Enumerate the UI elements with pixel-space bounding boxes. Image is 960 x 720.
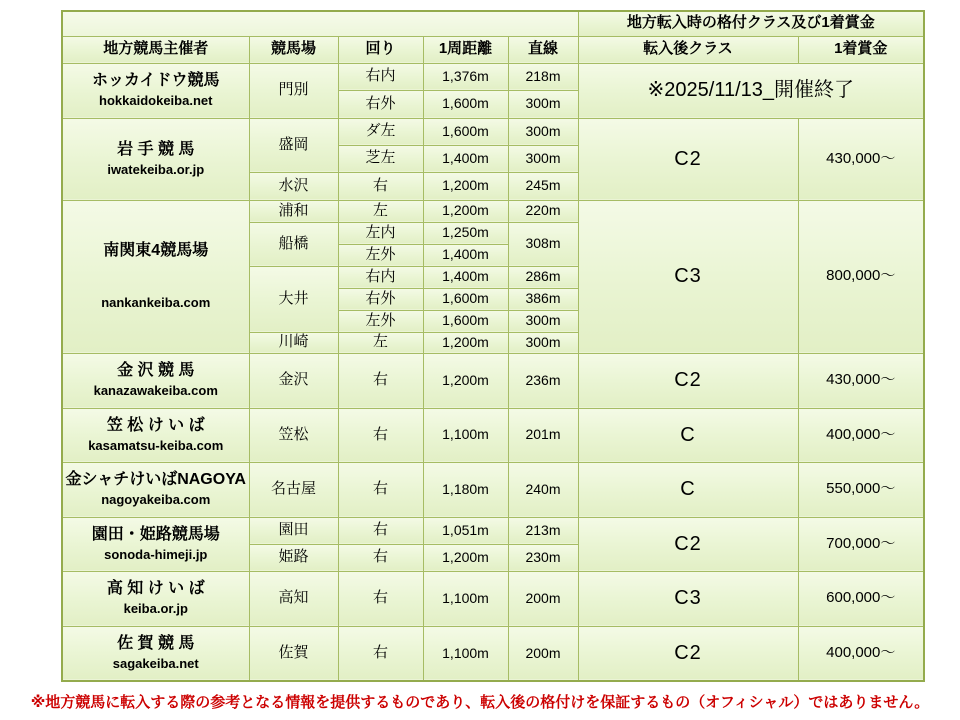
turn-cell: 右内 [338, 63, 423, 90]
column-header-row [62, 36, 924, 63]
lap-distance-cell: 1,600m [423, 288, 508, 310]
straight-cell: 220m [508, 200, 578, 222]
organizer-name: 笠 松 け い ば [106, 416, 205, 434]
column-header: 地方競馬主催者 [62, 36, 249, 63]
turn-cell: 右 [338, 517, 423, 544]
lap-distance-cell: 1,376m [423, 63, 508, 90]
track-cell: 大井 [249, 266, 338, 332]
lap-distance-cell: 1,200m [423, 353, 508, 408]
organizer-url: keiba.or.jp [123, 601, 188, 617]
turn-cell: 左 [338, 332, 423, 353]
organizer-cell [62, 353, 249, 408]
first-prize-cell: 400,000〜 [798, 408, 924, 462]
table-row [62, 63, 924, 90]
column-header: 回り [338, 36, 423, 63]
organizer-name: 園田・姫路競馬場 [91, 525, 220, 543]
organizer-url: kasamatsu-keiba.com [88, 437, 224, 453]
lap-distance-cell: 1,100m [423, 408, 508, 462]
lap-distance-cell: 1,180m [423, 462, 508, 517]
turn-cell: 右 [338, 571, 423, 626]
first-prize-cell: 550,000〜 [798, 462, 924, 517]
turn-cell: 右外 [338, 288, 423, 310]
organizer-cell [62, 200, 249, 353]
straight-cell: 201m [508, 408, 578, 462]
table-body [62, 63, 924, 681]
track-cell: 水沢 [249, 172, 338, 200]
table-header [62, 11, 924, 63]
transfer-class-cell: C2 [578, 353, 798, 408]
transfer-class-cell: C2 [578, 626, 798, 681]
transfer-class-cell: C3 [578, 571, 798, 626]
lap-distance-cell: 1,600m [423, 90, 508, 118]
organizer-name: ホッカイドウ競馬 [91, 72, 220, 90]
column-header: 1周距離 [423, 36, 508, 63]
lap-distance-cell: 1,600m [423, 310, 508, 332]
table-row [62, 200, 924, 222]
straight-cell: 300m [508, 90, 578, 118]
straight-cell: 300m [508, 145, 578, 172]
straight-cell: 300m [508, 310, 578, 332]
first-prize-cell: 800,000〜 [798, 200, 924, 353]
organizer-name: 佐 賀 競 馬 [117, 635, 195, 653]
turn-cell: 右 [338, 544, 423, 571]
table-row [62, 626, 924, 681]
track-cell: 川崎 [249, 332, 338, 353]
organizer-wrap [63, 71, 249, 109]
lap-distance-cell: 1,400m [423, 244, 508, 266]
straight-cell: 286m [508, 266, 578, 288]
straight-cell: 300m [508, 118, 578, 145]
column-header: 直線 [508, 36, 578, 63]
turn-cell: 右外 [338, 90, 423, 118]
column-header: 転入後クラス [578, 36, 798, 63]
first-prize-cell: 430,000〜 [798, 118, 924, 200]
track-cell: 高知 [249, 571, 338, 626]
top-header-row [62, 11, 924, 36]
straight-cell: 300m [508, 332, 578, 353]
organizer-url: nagoyakeiba.com [101, 492, 211, 508]
lap-distance-cell: 1,400m [423, 266, 508, 288]
lap-distance-cell: 1,600m [423, 118, 508, 145]
organizer-cell [62, 63, 249, 118]
turn-cell: 右 [338, 626, 423, 681]
turn-cell: 右 [338, 462, 423, 517]
column-header: 競馬場 [249, 36, 338, 63]
straight-cell: 230m [508, 544, 578, 571]
organizer-name: 金シャチけいばNAGOYA [65, 471, 246, 489]
organizer-cell [62, 517, 249, 571]
first-prize-cell: 700,000〜 [798, 517, 924, 571]
turn-cell: ダ左 [338, 118, 423, 145]
track-cell: 笠松 [249, 408, 338, 462]
table-row [62, 571, 924, 626]
footnote: ※地方競馬に転入する際の参考となる情報を提供するものであり、転入後の格付けを保証するもの（オフィシャル）ではありません。 [30, 694, 930, 711]
organizer-cell [62, 118, 249, 200]
straight-cell: 213m [508, 517, 578, 544]
transfer-class-cell: C [578, 408, 798, 462]
lap-distance-cell: 1,200m [423, 200, 508, 222]
lap-distance-cell: 1,400m [423, 145, 508, 172]
transfer-class-cell: C2 [578, 517, 798, 571]
turn-cell: 左内 [338, 222, 423, 244]
organizer-url: sonoda-himeji.jp [104, 546, 208, 562]
straight-cell: 240m [508, 462, 578, 517]
organizer-cell [62, 408, 249, 462]
organizer-url: sagakeiba.net [112, 656, 199, 672]
transfer-class-cell: C3 [578, 200, 798, 353]
track-cell: 園田 [249, 517, 338, 544]
straight-cell: 308m [508, 222, 578, 266]
organizer-wrap [63, 470, 249, 508]
turn-cell: 右 [338, 172, 423, 200]
first-prize-cell: 600,000〜 [798, 571, 924, 626]
first-prize-cell: 430,000〜 [798, 353, 924, 408]
track-cell: 佐賀 [249, 626, 338, 681]
organizer-url: nankankeiba.com [101, 295, 211, 311]
organizer-url: iwatekeiba.or.jp [107, 161, 205, 177]
straight-cell: 245m [508, 172, 578, 200]
organizer-wrap [63, 416, 249, 454]
lap-distance-cell: 1,200m [423, 172, 508, 200]
track-cell: 盛岡 [249, 118, 338, 172]
column-header: 1着賞金 [798, 36, 924, 63]
organizer-name: 岩 手 競 馬 [117, 140, 195, 158]
lap-distance-cell: 1,250m [423, 222, 508, 244]
straight-cell: 386m [508, 288, 578, 310]
closed-note-cell: ※2025/11/13_開催終了 [578, 63, 924, 118]
transfer-class-cell: C [578, 462, 798, 517]
table-row [62, 517, 924, 544]
blank-corner-cell [62, 11, 578, 36]
lap-distance-cell: 1,200m [423, 544, 508, 571]
organizer-wrap [63, 140, 249, 178]
turn-cell: 右内 [338, 266, 423, 288]
organizer-name: 金 沢 競 馬 [117, 362, 195, 380]
turn-cell: 芝左 [338, 145, 423, 172]
track-cell: 浦和 [249, 200, 338, 222]
track-cell: 船橋 [249, 222, 338, 266]
lap-distance-cell: 1,200m [423, 332, 508, 353]
table-row [62, 462, 924, 517]
organizer-cell [62, 462, 249, 517]
track-cell: 名古屋 [249, 462, 338, 517]
first-prize-cell: 400,000〜 [798, 626, 924, 681]
straight-cell: 200m [508, 571, 578, 626]
lap-distance-cell: 1,100m [423, 626, 508, 681]
turn-cell: 右 [338, 408, 423, 462]
table-row [62, 353, 924, 408]
straight-cell: 236m [508, 353, 578, 408]
organizer-wrap [63, 361, 249, 399]
turn-cell: 右 [338, 353, 423, 408]
organizer-wrap [63, 241, 249, 311]
table-row [62, 118, 924, 145]
track-cell: 金沢 [249, 353, 338, 408]
local-keiba-table [61, 10, 925, 682]
organizer-url: hokkaidokeiba.net [99, 93, 213, 109]
turn-cell: 左外 [338, 310, 423, 332]
lap-distance-cell: 1,051m [423, 517, 508, 544]
organizer-url: kanazawakeiba.com [93, 383, 218, 399]
straight-cell: 218m [508, 63, 578, 90]
transfer-class-cell: C2 [578, 118, 798, 200]
organizer-wrap [63, 579, 249, 617]
track-cell: 姫路 [249, 544, 338, 571]
turn-cell: 左 [338, 200, 423, 222]
straight-cell: 200m [508, 626, 578, 681]
turn-cell: 左外 [338, 244, 423, 266]
organizer-name: 高 知 け い ば [106, 580, 205, 598]
top-header-cell: 地方転入時の格付クラス及び1着賞金 [578, 11, 924, 36]
table-row [62, 408, 924, 462]
organizer-cell [62, 571, 249, 626]
track-cell: 門別 [249, 63, 338, 118]
lap-distance-cell: 1,100m [423, 571, 508, 626]
organizer-name: 南関東4競馬場 [103, 242, 209, 260]
organizer-wrap [63, 634, 249, 672]
organizer-wrap [63, 525, 249, 563]
organizer-cell [62, 626, 249, 681]
